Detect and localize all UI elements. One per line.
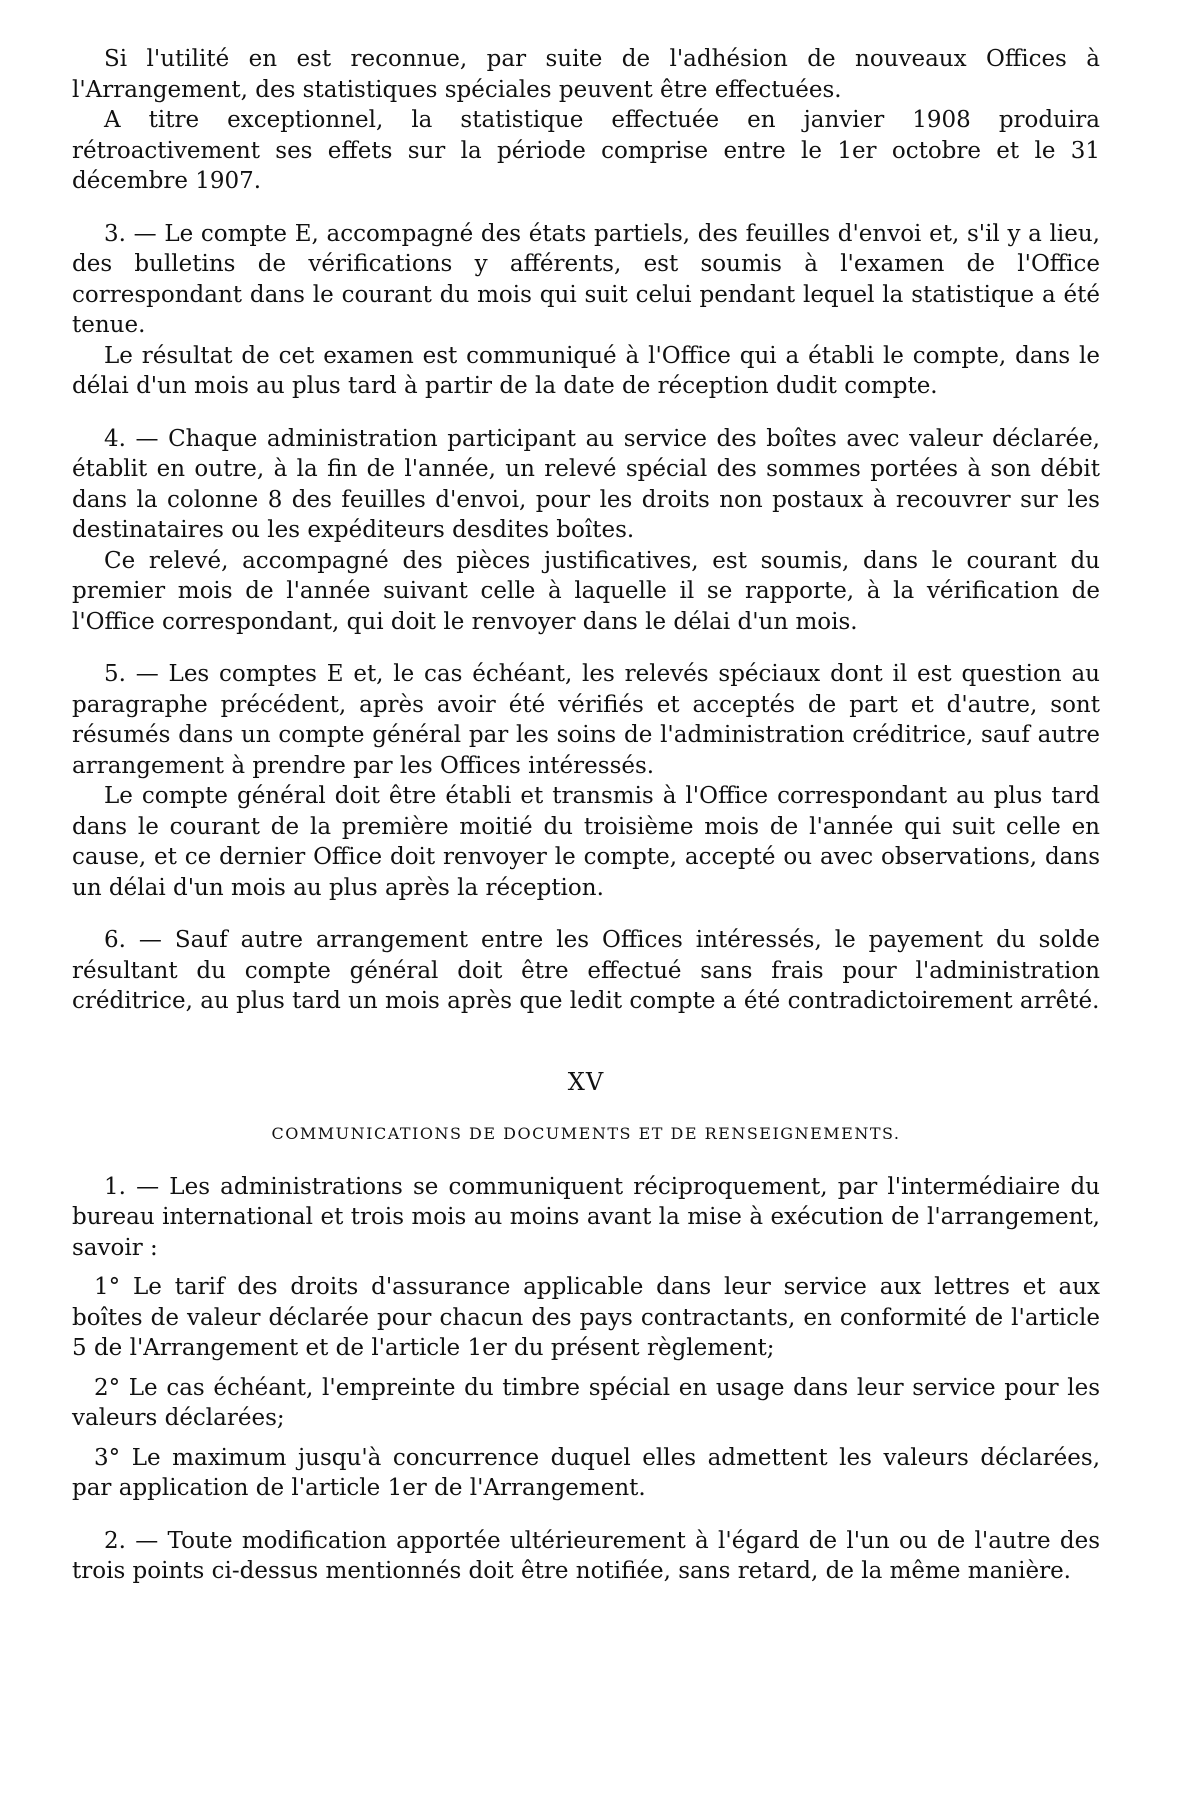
paragraph-statistics-special: Si l'utilité en est reconnue, par suite de l'adhésion de nouveaux Offices à l'Arrangement, des statistiques spéciales peuvent être effectuées. <box>72 46 1100 103</box>
section-paragraph-2: 2. — Toute modification apportée ultérieurement à l'égard de l'un ou de l'autre des trois points ci-dessus mentionnés doit être notifiée, sans retard, de la même manière. <box>72 1527 1100 1584</box>
list-item-stamp-imprint: 2° Le cas échéant, l'empreinte du timbre spécial en usage dans leur service pour les valeurs déclarées; <box>72 1374 1100 1431</box>
section-number: XV <box>567 1067 605 1096</box>
list-item-insurance-tariff: 1° Le tarif des droits d'assurance applicable dans leur service aux lettres et aux boîtes de valeur déclarée pour chacun des pays contractants, en conformité de l'article 5 de l'Arrangement et de l'article 1er du présent règlement; <box>72 1274 1100 1361</box>
paragraph-3-account-e: 3. — Le compte E, accompagné des états partiels, des feuilles d'envoi et, s'il y a lieu, des bulletins de vérifications y afférents, est soumis à l'examen de l'Office correspondant dans le courant du mois qui suit celui pendant lequel la statistique a été tenue. <box>72 220 1100 338</box>
paragraph-5-general-account: 5. — Les comptes E et, le cas échéant, les relevés spéciaux dont il est question au paragraphe précédent, après avoir été vérifiés et acceptés de part et d'autre, sont résumés dans un compte général par les soins de l'administration créditrice, sauf autre arrangement à prendre par les Offices intéressés. <box>72 661 1100 779</box>
section-paragraph-1: 1. — Les administrations se communiquent réciproquement, par l'intermédiaire du bureau international et trois mois au moins avant la mise à exécution de l'arrangement, savoir : <box>72 1173 1100 1261</box>
list-item-maximum-value: 3° Le maximum jusqu'à concurrence duquel elles admettent les valeurs déclarées, par application de l'article 1er de l'Arrangement. <box>72 1444 1100 1501</box>
paragraph-4-annual-statement: 4. — Chaque administration participant au service des boîtes avec valeur déclarée, établit en outre, à la fin de l'année, un relevé spécial des sommes portées à son débit dans la colonne 8 des feuilles d'envoi, pour les droits non postaux à recouvrer sur les destinataires ou les expéditeurs desdites boîtes. <box>72 425 1100 543</box>
paragraph-6-payment: 6. — Sauf autre arrangement entre les Offices intéressés, le payement du solde résultant du compte général doit être effectué sans frais pour l'administration créditrice, au plus tard un mois après que ledit compte a été contradictoirement arrêté. <box>72 927 1100 1014</box>
paragraph-3-result: Le résultat de cet examen est communiqué à l'Office qui a établi le compte, dans le délai d'un mois au plus tard à partir de la date de réception dudit compte. <box>72 342 1100 399</box>
paragraph-5-transmission: Le compte général doit être établi et transmis à l'Office correspondant au plus tard dans le courant de la première moitié du troisième mois de l'année qui suit celle en cause, et ce dernier Office doit renvoyer le compte, accepté ou avec observations, dans un délai d'un mois au plus après la réception. <box>72 783 1100 901</box>
section-title: COMMUNICATIONS DE DOCUMENTS ET DE RENSEIGNEMENTS. <box>271 1124 901 1143</box>
paragraph-statistics-exception: A titre exceptionnel, la statistique effectuée en janvier 1908 produira rétroactivement ses effets sur la période comprise entre le 1er octobre et le 31 décembre 1907. <box>72 107 1100 194</box>
paragraph-4-verification: Ce relevé, accompagné des pièces justificatives, est soumis, dans le courant du premier mois de l'année suivant celle à laquelle il se rapporte, à la vérification de l'Office correspondant, qui doit le renvoyer dans le délai d'un mois. <box>72 547 1100 635</box>
